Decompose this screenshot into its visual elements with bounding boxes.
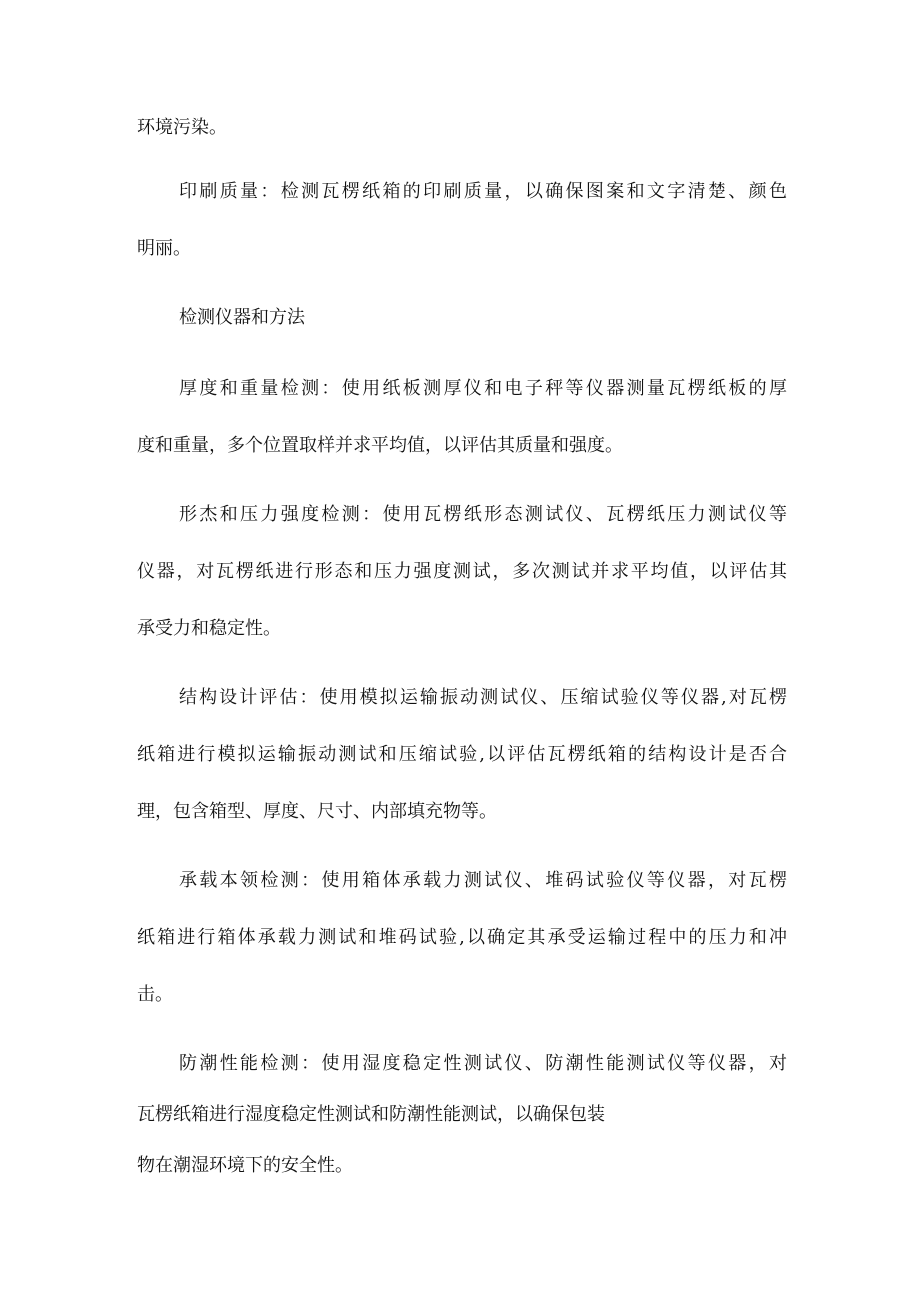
text-line: 纸箱进行箱体承载力测试和堆码试验,以确定其承受运输过程中的压力和冲	[137, 927, 787, 948]
text-line: 厚度和重量检测：使用纸板测厚仪和电子秤等仪器测量瓦楞纸板的厚	[179, 378, 787, 399]
text-line: 纸箱进行模拟运输振动测试和压缩试验,以评估瓦楞纸箱的结构设计是否合	[137, 744, 787, 765]
text-line: 形杰和压力强度检测：使用瓦楞纸形态测试仪、瓦楞纸压力测试仪等	[179, 504, 787, 525]
text-line: 物在潮湿环境下的安全性。	[137, 1155, 353, 1176]
text-line: 明丽。	[137, 238, 191, 259]
text-line: 环境污染。	[137, 117, 227, 138]
text-line: 击。	[137, 984, 173, 1005]
text-line: 印刷质量：检测瓦楞纸箱的印刷质量，以确保图案和文字清楚、颜色	[179, 181, 787, 202]
text-line: 理，包含箱型、厚度、尺寸、内部填充物等。	[137, 801, 497, 822]
text-line: 承受力和稳定性。	[137, 618, 281, 639]
section-heading: 检测仪器和方法	[179, 307, 305, 328]
text-line: 仪器，对瓦楞纸进行形态和压力强度测试，多次测试并求平均值，以评估其	[137, 561, 787, 582]
text-line: 防潮性能检测：使用湿度稳定性测试仪、防潮性能测试仪等仪器，对	[179, 1053, 787, 1074]
text-line: 结构设计评估：使用模拟运输振动测试仪、压缩试验仪等仪器,对瓦楞	[179, 687, 787, 708]
text-line: 度和重量，多个位置取样并求平均值，以评估其质量和强度。	[137, 435, 623, 456]
text-line: 瓦楞纸箱进行湿度稳定性测试和防潮性能测试，以确保包装	[137, 1104, 605, 1125]
text-line: 承载本领检测：使用箱体承载力测试仪、堆码试验仪等仪器，对瓦楞	[179, 870, 787, 891]
